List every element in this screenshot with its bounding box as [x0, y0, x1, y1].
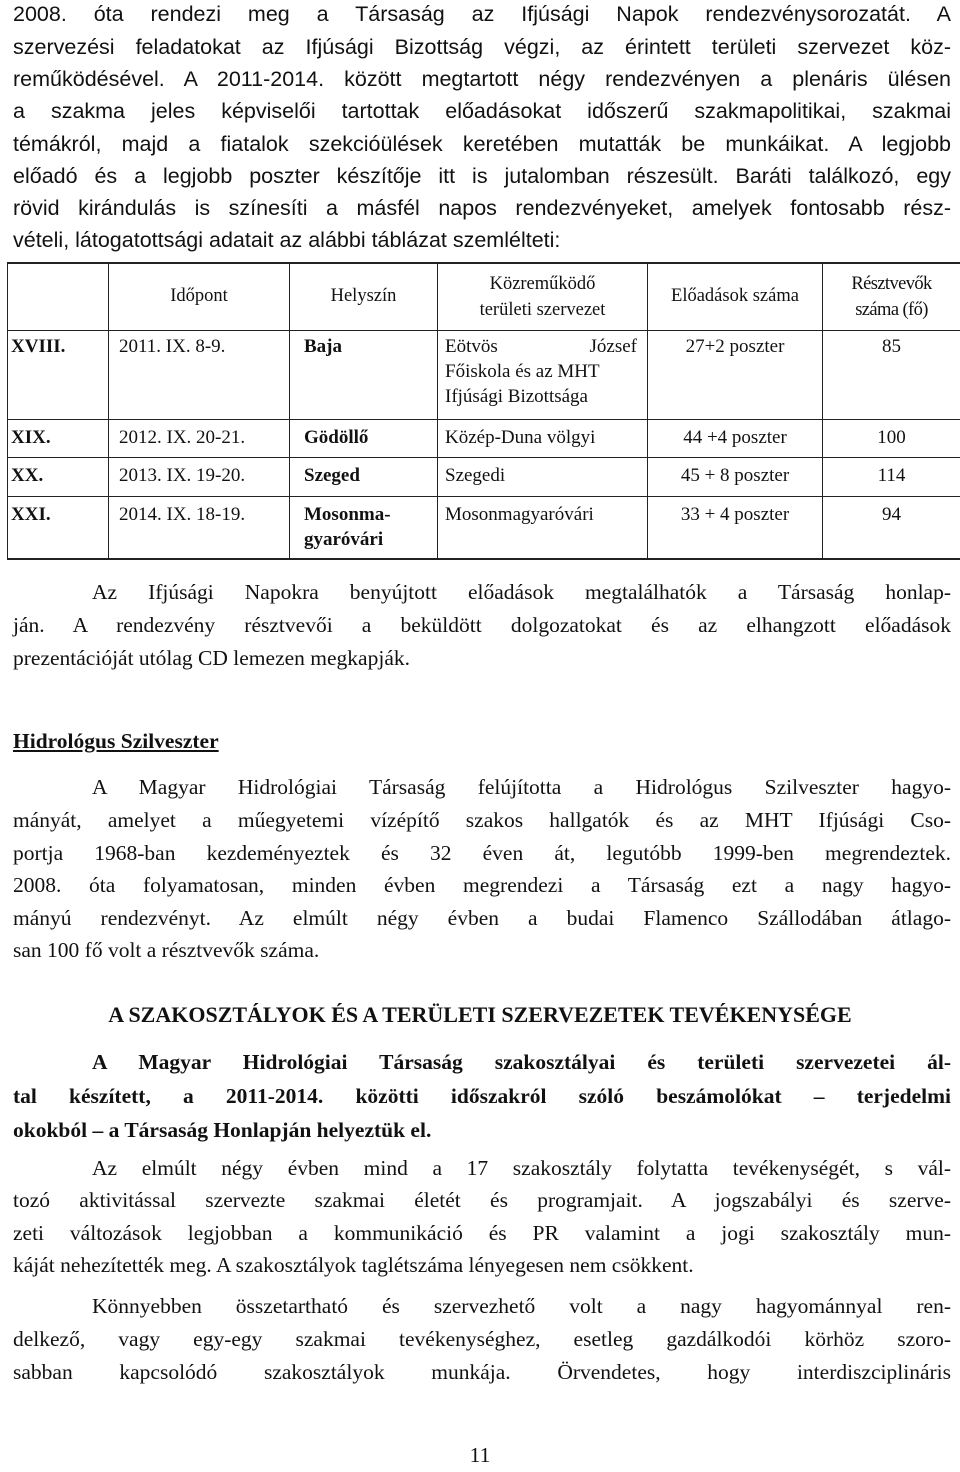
row-org: Szegedi — [445, 465, 506, 486]
row-participants: 100 — [877, 427, 906, 448]
body-line: portja 1968-ban kezdeményeztek és 32 éven át, legutóbb 1999-ben megrendeztek. — [13, 841, 951, 865]
page-number: 11 — [469, 1443, 491, 1467]
row-date: 2014. IX. 18-19. — [119, 504, 246, 525]
header-date: Időpont — [170, 286, 228, 306]
body-line: A Magyar Hidrológiai Társaság felújította a Hidrológus Szilveszter hagyo- — [92, 775, 951, 799]
body-line: Az elmúlt négy évben mind a 17 szakosztály folytatta tevékenységét, s vál- — [92, 1156, 951, 1180]
header-talks: Előadások száma — [671, 286, 799, 306]
body-line: 2008. óta folyamatosan, minden évben megrendezi a Társaság ezt a nagy hagyo- — [13, 873, 951, 897]
row-talks: 44 +4 poszter — [683, 427, 787, 448]
intro-line: szervezési feladatokat az Ifjúsági Bizottság végzi, az érintett területi szervezet köz- — [13, 35, 951, 59]
row-number: XX. — [11, 465, 44, 486]
bold-line: tal készített, a 2011-2014. közötti időszakról szóló beszámolókat – terjedelmi — [13, 1084, 951, 1108]
intro-line: 2008. óta rendezi meg a Társaság az Ifjúsági Napok rendezvénysorozatát. A — [13, 2, 951, 26]
body-line: sabban kapcsolódó szakosztályok munkája. Örvendetes, hogy interdiszciplináris — [13, 1360, 951, 1384]
row-participants: 94 — [882, 504, 901, 525]
header-org-line2: területi szervezet — [479, 300, 606, 320]
intro-line: témákról, majd a fiatalok szekcióülések keretében mutatták be munkáikat. A legjobb — [13, 132, 951, 156]
body-line: mányú rendezvényt. Az elmúlt négy évben a budai Flamenco Szállodában átlago- — [13, 906, 951, 930]
header-venue: Helyszín — [330, 286, 397, 306]
intro-line: a szakma jeles képviselői tartottak előadásokat időszerű szakmapolitikai, szakmai — [13, 99, 951, 123]
intro-line: rövid kirándulás is színesíti a másfél napos rendezvényeket, amelyek fontosabb rész- — [13, 196, 951, 220]
intro-line: reműködésével. A 2011-2014. között megtartott négy rendezvényen a plenáris ülésen — [13, 67, 951, 91]
row-venue: Szeged — [304, 465, 360, 486]
row-org: Közép-Duna völgyi — [445, 427, 596, 448]
row-venue: gyaróvári — [304, 529, 384, 550]
row-venue: Mosonma- — [304, 504, 391, 525]
row-number: XXI. — [11, 504, 51, 525]
row-org: Ifjúsági Bizottsága — [445, 386, 588, 407]
row-talks: 27+2 poszter — [685, 336, 785, 357]
body-line: delkező, vagy egy-egy szakmai tevékenységhez, esetleg gazdálkodói körhöz szoro- — [13, 1327, 951, 1351]
body-line: tozó aktivitással szervezte szakmai életét és programjait. A jogszabályi és szerve- — [13, 1188, 951, 1212]
row-number: XIX. — [11, 427, 51, 448]
section-heading: A SZAKOSZTÁLYOK ÉS A TERÜLETI SZERVEZETEK TEVÉKENYSÉGE — [108, 1002, 852, 1027]
body-line: Könnyebben összetartható és szervezhető volt a nagy hagyománnyal ren- — [92, 1294, 951, 1318]
body-line: san 100 fő volt a résztvevők száma. — [13, 938, 320, 962]
row-talks: 45 + 8 poszter — [680, 465, 790, 486]
row-org: Főiskola és az MHT — [445, 361, 600, 382]
row-number: XVIII. — [11, 336, 66, 357]
bold-line: okokból – a Társaság Honlapján helyeztük el. — [13, 1118, 432, 1142]
row-talks: 33 + 4 poszter — [680, 504, 790, 525]
youth-days-table — [7, 262, 960, 559]
row-date: 2011. IX. 8-9. — [119, 336, 226, 357]
header-participants-line1: Résztvevők — [851, 274, 932, 294]
row-date: 2012. IX. 20-21. — [119, 427, 246, 448]
row-org: Eötvös József — [445, 336, 637, 357]
intro-line: előadó és a legjobb poszter készítője itt is jutalomban részesült. Baráti találkozó, egy — [13, 164, 951, 188]
intro-line: vételi, látogatottsági adatait az alábbi táblázat szemlélteti: — [13, 228, 561, 252]
bold-line: A Magyar Hidrológiai Társaság szakosztályai és területi szervezetei ál- — [92, 1050, 951, 1074]
header-participants-line2: száma (fő) — [855, 300, 928, 320]
subsection-heading: Hidrológus Szilveszter — [13, 729, 219, 753]
body-line: prezentációját utólag CD lemezen megkapják. — [13, 646, 410, 670]
body-line: káját nehezítették meg. A szakosztályok taglétszáma lényegesen nem csökkent. — [13, 1253, 694, 1277]
body-line: mányát, amelyet a műegyetemi vízépítő szakos hallgatók és az MHT Ifjúsági Cso- — [13, 808, 951, 832]
row-participants: 85 — [882, 336, 901, 357]
body-line: ján. A rendezvény résztvevői a beküldött dolgozatokat és az elhangzott előadások — [13, 613, 951, 637]
row-venue: Gödöllő — [304, 427, 369, 448]
row-venue: Baja — [304, 336, 342, 357]
header-org-line1: Közreműködő — [489, 274, 596, 294]
row-org: Mosonmagyaróvári — [445, 504, 594, 525]
body-line: zeti változások legjobban a kommunikáció és PR valamint a jogi szakosztály mun- — [13, 1221, 951, 1245]
row-date: 2013. IX. 19-20. — [119, 465, 246, 486]
row-participants: 114 — [877, 465, 906, 486]
body-line: Az Ifjúsági Napokra benyújtott előadások megtalálhatók a Társaság honlap- — [92, 580, 951, 604]
